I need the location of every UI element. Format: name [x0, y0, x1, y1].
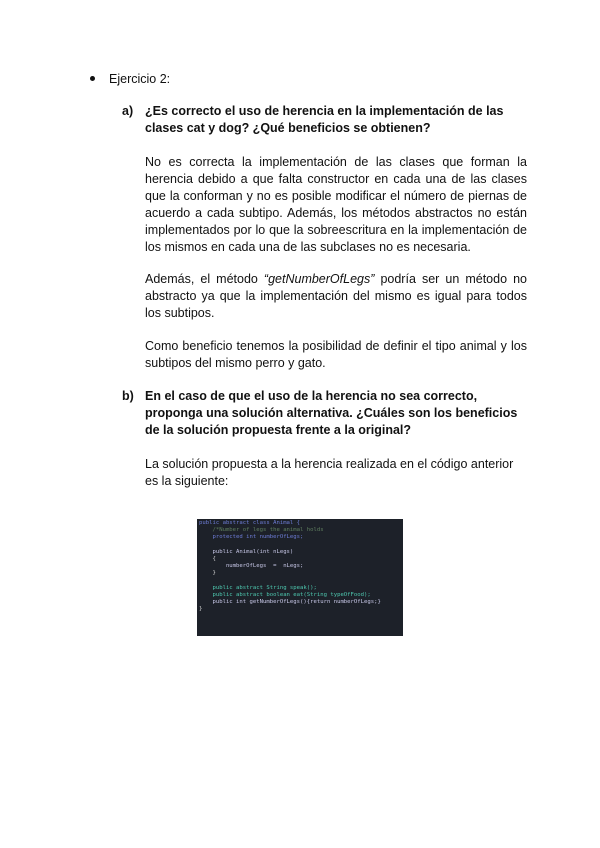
- question-b-text: En el caso de que el uso de la herencia no sea correcto, proponga una solución alternativa. ¿Cuáles son los beneficios de la solución propuesta frente a la original?: [145, 389, 518, 437]
- bullet-dot: [90, 76, 95, 81]
- question-a: [122, 103, 527, 137]
- answer-a-paragraph-2: [145, 271, 527, 322]
- code-line: public abstract String speak();: [199, 584, 317, 591]
- question-a-label: a): [122, 104, 134, 118]
- answer-a-paragraph-3: Como beneficio tenemos la posibilidad de definir el tipo animal y los subtipos del mismo perro y gato.: [145, 339, 527, 370]
- code-line: [199, 542, 401, 549]
- code-line: {: [199, 555, 216, 562]
- code-line: public abstract class Animal {: [199, 520, 301, 526]
- code-line: public abstract boolean eat(String typeOfFood);: [199, 591, 371, 598]
- method-name: “getNumberOfLegs”: [263, 272, 375, 286]
- code-line: }: [199, 606, 203, 613]
- code-line: /*Number of legs the animal holds: [199, 527, 324, 534]
- code-line: public Animal(int nLegs): [199, 548, 294, 555]
- code-line: protected int numberOfLegs;: [199, 534, 304, 541]
- answer-a-p2-before: Además, el método: [145, 272, 264, 286]
- bullet-item-ejercicio: [90, 72, 170, 86]
- code-line: }: [199, 570, 216, 577]
- code-line: [199, 578, 401, 585]
- bullet-text: Ejercicio 2:: [109, 72, 171, 86]
- code-line: numberOfLegs = nLegs;: [199, 563, 304, 570]
- question-a-text: ¿Es correcto el uso de herencia en la implementación de las clases cat y dog? ¿Qué beneficios se obtienen?: [145, 104, 504, 135]
- question-b-label: b): [122, 389, 134, 403]
- code-screenshot: [197, 519, 403, 636]
- question-b: [122, 388, 527, 439]
- code-line: public int getNumberOfLegs(){return numberOfLegs;}: [199, 599, 381, 606]
- answer-b-paragraph-1: La solución propuesta a la herencia realizada en el código anterior es la siguiente:: [145, 457, 514, 488]
- answer-a-p2-after: podría ser un método no abstracto ya que la implementación del mismo es igual para todos los subtipos.: [145, 272, 527, 320]
- answer-a-paragraph-1: No es correcta la implementación de las clases que forman la herencia debido a que falta constructor en cada una de las clases que la conforman y no es posible modificar el número de piernas de acuerdo a cada subtipo. Además, los métodos abstractos no están implementados por lo que la sobreescritura en la implementación de los mismos en cada una de las subclases no es necesaria.: [145, 155, 527, 254]
